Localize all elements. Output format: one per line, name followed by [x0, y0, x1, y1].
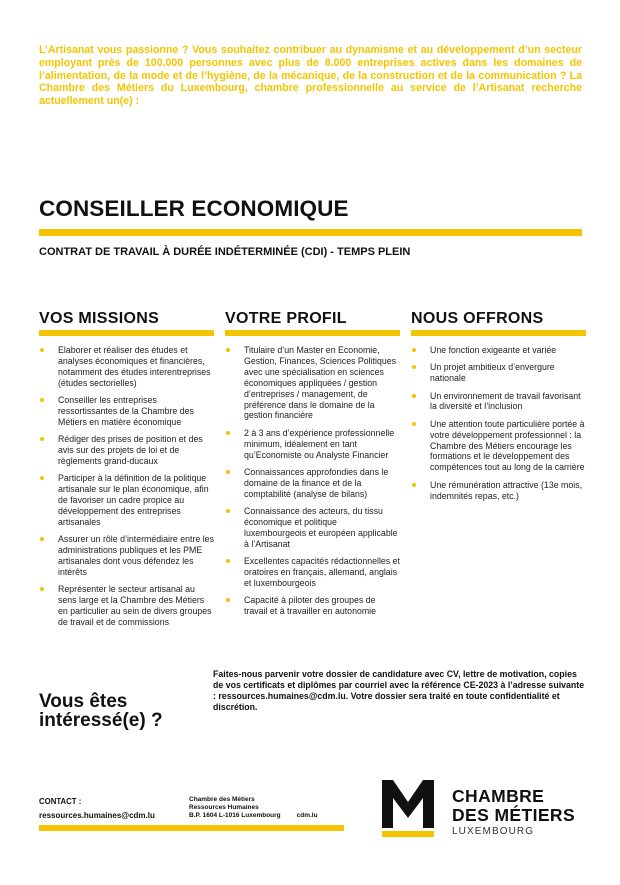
contract-type: CONTRAT DE TRAVAIL À DURÉE INDÉTERMINÉE (CDI) - TEMPS PLEIN [39, 246, 411, 258]
profil-heading: VOTRE PROFIL [225, 310, 347, 327]
bullet-icon [40, 437, 44, 441]
list-item: Un projet ambitieux d’envergure nationale [411, 362, 586, 384]
missions-underline [39, 330, 214, 336]
bullet-icon [412, 365, 416, 369]
list-item: Représenter le secteur artisanal au sens large et la Chambre des Métiers en particulier au sein de divers groupes de travail et de commissions [39, 584, 214, 628]
title-underline [39, 229, 582, 236]
address-line: Chambre des Métiers [189, 796, 255, 803]
bullet-icon [412, 483, 416, 487]
list-item: Capacité à piloter des groupes de travail et à travailler en autonomie [225, 595, 400, 617]
list-item: Une fonction exigeante et variée [411, 345, 586, 356]
application-instructions: Faites-nous parvenir votre dossier de candidature avec CV, lettre de motivation, copies de vos certificats et diplômes par courriel avec la référence CE-2023 à l’adresse suivante : ressources.humaines@cdm.lu. Votre dossier sera traité en toute confidentialité et discrétion. [213, 669, 585, 712]
offres-heading: NOUS OFFRONS [411, 310, 544, 327]
column-missions [39, 310, 214, 634]
address-line: Ressources Humaines [189, 804, 259, 811]
profil-list [225, 345, 400, 617]
bullet-icon [412, 348, 416, 352]
brand-line: CHAMBRE [452, 786, 545, 806]
intro-paragraph: L’Artisanat vous passionne ? Vous souhaitez contribuer au dynamisme et au développement d’un secteur employant près de 100.000 personnes avec plus de 8.000 entreprises actives dans les domaines de l’alimentation, de la mode et de l’hygiène, de la mécanique, de la construction et de la communication ? La Chambre des Métiers du Luxembourg, chambre professionnelle au service de l’Artisanat recherche actuellement un(e) : [39, 44, 582, 108]
bullet-icon [226, 509, 230, 513]
chambre-des-metiers-logo-icon [382, 780, 434, 828]
bullet-icon [40, 476, 44, 480]
list-item: Un environnement de travail favorisant la diversité et l’inclusion [411, 391, 586, 413]
bullet-icon [412, 394, 416, 398]
bullet-icon [226, 470, 230, 474]
list-item: Une rémunération attractive (13e mois, indemnités repas, etc.) [411, 480, 586, 502]
contact-email-link[interactable]: ressources.humaines@cdm.lu [39, 811, 155, 820]
brand-name [452, 787, 575, 824]
brand-country: LUXEMBOURG [452, 826, 535, 837]
bullet-icon [226, 348, 230, 352]
address-line: B.P. 1604 L-1016 Luxembourg [189, 812, 281, 819]
column-profil [225, 310, 400, 623]
bullet-icon [40, 537, 44, 541]
bullet-icon [40, 398, 44, 402]
profil-underline [225, 330, 400, 336]
contact-label: CONTACT : [39, 797, 82, 806]
list-item: Participer à la définition de la politique artisanale sur le plan économique, afin de favoriser un cadre propice au développement des entreprises artisanales [39, 473, 214, 528]
logo-underline [382, 831, 434, 837]
bullet-icon [226, 559, 230, 563]
column-offres [411, 310, 586, 508]
list-item: Connaissances approfondies dans le domaine de la finance et de la comptabilité (analyse de bilans) [225, 467, 400, 500]
list-item: Une attention toute particulière portée à votre développement professionnel : la Chambre des Métiers encourage les formations et le développement des compétences tout au long de la carrière [411, 419, 586, 474]
bullet-icon [226, 598, 230, 602]
interested-heading: Vous êtes intéressé(e) ? [39, 691, 163, 731]
postal-address [189, 796, 318, 820]
list-item: Assurer un rôle d’intermédiaire entre les administrations publiques et les PME artisanales dont vous défendez les intérêts [39, 534, 214, 578]
offres-underline [411, 330, 586, 336]
brand-line: DES MÉTIERS [452, 804, 576, 825]
list-item: Conseiller les entreprises ressortissantes de la Chambre des Métiers en matière économique [39, 395, 214, 428]
list-item: Elaborer et réaliser des études et analyses économiques et financières, notamment des études interentreprises (études sectorielles) [39, 345, 214, 389]
job-title: CONSEILLER ECONOMIQUE [39, 196, 349, 221]
bullet-icon [412, 422, 416, 426]
list-item: Excellentes capacités rédactionnelles et oratoires en français, allemand, anglais et luxembourgeois [225, 556, 400, 589]
bullet-icon [40, 587, 44, 591]
list-item: Titulaire d’un Master en Economie, Gestion, Finances, Sciences Politiques avec une spécialisation en sciences économiques appliquées / gestion d’entreprises / management, de préférence dans le domaine de la gestion financière [225, 345, 400, 421]
bullet-icon [40, 348, 44, 352]
bullet-icon [226, 431, 230, 435]
contact-underline [39, 825, 189, 831]
website-link[interactable]: cdm.lu [296, 812, 318, 819]
offres-list [411, 345, 586, 501]
list-item: 2 à 3 ans d’expérience professionnelle minimum, idéalement en tant qu’Economiste ou Analyste Financier [225, 428, 400, 461]
missions-heading: VOS MISSIONS [39, 310, 160, 327]
missions-list [39, 345, 214, 628]
list-item: Connaissance des acteurs, du tissu économique et politique luxembourgeois et européen applicable à l’Artisanat [225, 506, 400, 550]
address-line-with-site [189, 812, 318, 820]
list-item: Rédiger des prises de position et des avis sur des projets de loi et de règlements grand-ducaux [39, 434, 214, 467]
address-underline [189, 825, 344, 831]
